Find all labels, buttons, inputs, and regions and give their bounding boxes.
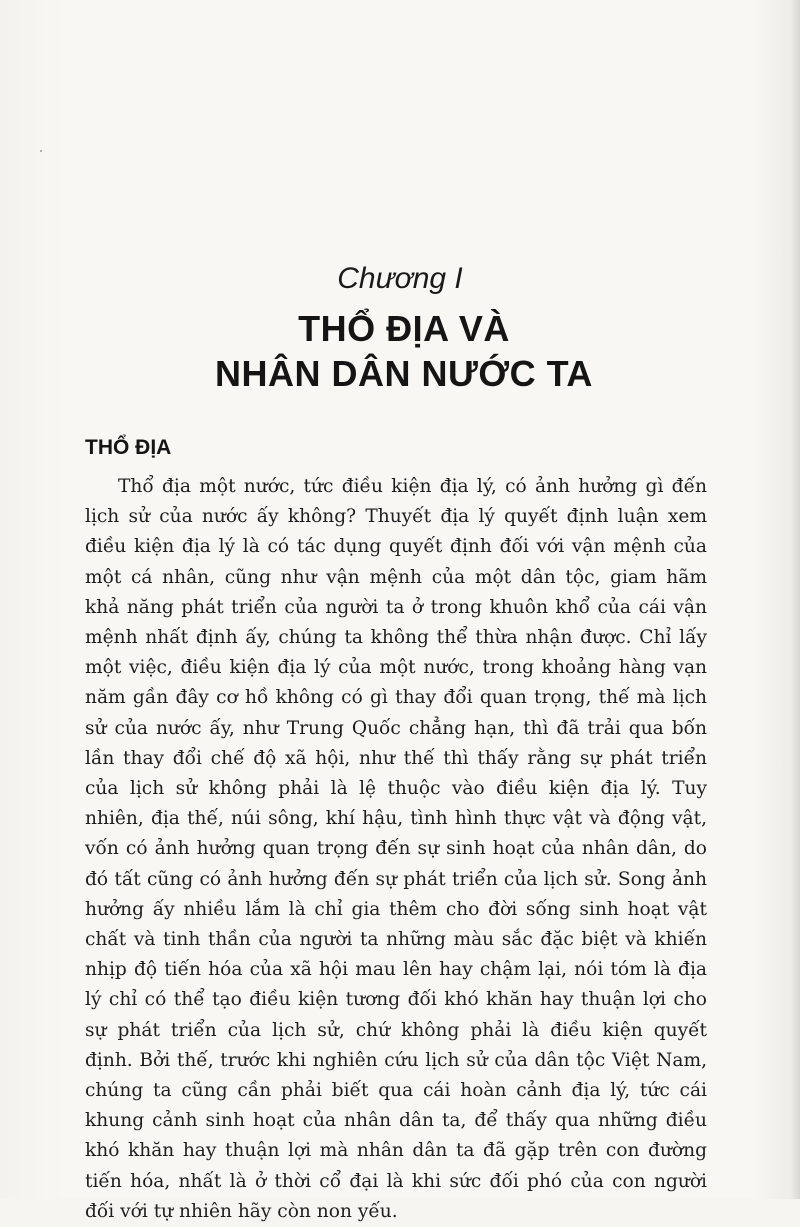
paragraph-line: mệnh nhất định ấy, chúng ta không thể thừa nhận được. Chỉ lấy <box>85 627 707 649</box>
paragraph-line: năm gần đây cơ hồ không có gì thay đổi quan trọng, thế mà lịch <box>85 687 707 709</box>
chapter-title <box>0 306 800 396</box>
paragraph-line: sử của nước ấy, như Trung Quốc chẳng hạn, thì đã trải qua bốn <box>85 717 707 739</box>
chapter-title-line-1: THỔ ĐỊA VÀ <box>298 308 510 349</box>
paragraph-line: nhiên, địa thế, núi sông, khí hậu, tình hình thực vật và động vật, <box>85 808 707 830</box>
paragraph-line: lý chỉ có thể tạo điều kiện tương đối khó khăn hay thuận lợi cho <box>85 989 707 1011</box>
paper-speck <box>40 150 42 152</box>
paragraph-line: lần thay đổi chế độ xã hội, như thế thì thấy rằng sự phát triển <box>85 747 707 769</box>
paragraph-line: khung cảnh sinh hoạt của nhân dân ta, để thấy qua những điều <box>85 1110 707 1132</box>
paragraph-line: đối với tự nhiên hãy còn non yếu. <box>85 1200 398 1222</box>
paragraph-line: một việc, điều kiện địa lý của một nước, trong khoảng hàng vạn <box>85 657 707 679</box>
body-paragraph <box>85 472 707 1227</box>
paragraph-line: định. Bởi thế, trước khi nghiên cứu lịch sử của dân tộc Việt Nam, <box>85 1049 707 1071</box>
paragraph-line: nhịp độ tiến hóa của xã hội mau lên hay chậm lại, nói tóm là địa <box>85 959 707 981</box>
paragraph-line: sự phát triển của lịch sử, chứ không phải là điều kiện quyết <box>85 1019 707 1041</box>
page-edge-shadow <box>790 0 800 1199</box>
paragraph-line: khả năng phát triển của người ta ở trong khuôn khổ của cái vận <box>85 596 707 618</box>
chapter-title-line-2: NHÂN DÂN NƯỚC TA <box>215 353 593 394</box>
section-heading: THỔ ĐỊA <box>85 436 172 459</box>
paragraph-line: một cá nhân, cũng như vận mệnh của một dân tộc, giam hãm <box>85 566 707 588</box>
paragraph-line: vốn có ảnh hưởng quan trọng đến sự sinh hoạt của nhân dân, do <box>85 838 707 860</box>
paragraph-line: Thổ địa một nước, tức điều kiện địa lý, có ảnh hưởng gì đến <box>118 476 707 497</box>
paragraph-line: đó tất cũng có ảnh hưởng đến sự phát triển của lịch sử. Song ảnh <box>85 868 707 890</box>
paragraph-line: chất và tinh thần của người ta những màu sắc đặc biệt và khiến <box>85 929 707 951</box>
paragraph-line: lịch sử của nước ấy không? Thuyết địa lý quyết định luận xem <box>85 506 707 528</box>
paragraph-line: của lịch sử không phải là lệ thuộc vào điều kiện địa lý. Tuy <box>85 778 707 800</box>
paragraph-line: điều kiện địa lý là có tác dụng quyết định đối với vận mệnh của <box>85 536 707 558</box>
paragraph-line: chúng ta cũng cần phải biết qua cái hoàn cảnh địa lý, tức cái <box>85 1080 707 1102</box>
paragraph-line: khó khăn hay thuận lợi mà nhân dân ta đã gặp trên con đường <box>85 1140 707 1162</box>
paragraph-line: hưởng ấy nhiều lắm là chỉ gia thêm cho đời sống sinh hoạt vật <box>85 898 707 920</box>
chapter-label: Chương I <box>337 262 463 295</box>
paragraph-line: tiến hóa, nhất là ở thời cổ đại là khi sức đối phó của con người <box>85 1170 707 1192</box>
